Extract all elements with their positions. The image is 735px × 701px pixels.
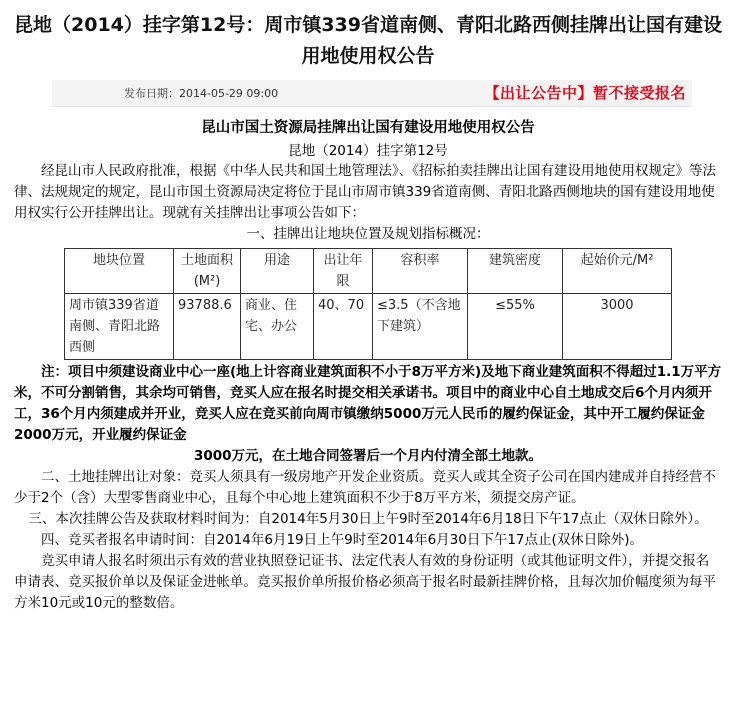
section-3: 三、本次挂牌公告及获取材料时间为：自2014年5月30日上午9时至2014年6月18日下午17点止（双休日除外）。	[28, 511, 708, 527]
section-1-heading: 一、挂牌出让地块位置及规划指标概况：	[246, 226, 490, 242]
cell-start-price: 3000	[563, 294, 672, 360]
note-main: 注：项目中须建设商业中心一座(地上计容商业建筑面积不小于8万平方米)及地下商业建筑面积不得超过1.1万平方米，不可分割销售，其余均可销售，竞买人应在报名时提交相关承诺书。项目中的商业中心自土地成交后6个月内须开工，36个月内须建成并开业，竞买人应在竞买前向周市镇缴纳5000万元人民币的履约保证金，其中开工履约保证金2000万元，开业履约保证金	[14, 364, 722, 443]
cell-area: 93788.6	[174, 294, 241, 360]
cell-far: ≤3.5（不含地下建筑）	[373, 294, 468, 360]
cell-density: ≤55%	[468, 294, 563, 360]
cell-use: 商业、住宅、办公	[241, 294, 314, 360]
section-2: 二、土地挂牌出让对象：竞买人须具有一级房地产开发企业资质。竞买人或其全资子公司在国内建成并自持经营不少于2个（含）大型零售商业中心，且每个中心地上建筑面积不少于8万平方米，须提交房产证。	[14, 469, 716, 506]
bold-note	[14, 362, 722, 467]
header-term: 出让年限	[314, 249, 373, 294]
page-title: 昆地（2014）挂字第12号：周市镇339省道南侧、青阳北路西侧挂牌出让国有建设用地使用权公告	[14, 14, 722, 67]
cell-location: 周市镇339省道南侧、青阳北路西侧	[65, 294, 174, 360]
header-density: 建筑密度	[468, 249, 563, 294]
cell-term: 40、70	[314, 294, 373, 360]
table-header-row	[65, 249, 672, 294]
section-4: 四、竞买者报名申请时间：自2014年6月19日上午9时至2014年6月30日下午17点止(双休日除外)。	[41, 532, 644, 548]
parcel-table	[64, 248, 672, 360]
header-area: 土地面积(M²)	[174, 249, 241, 294]
table-row	[65, 294, 672, 360]
header-far: 容积率	[373, 249, 468, 294]
notice-title: 昆山市国土资源局挂牌出让国有建设用地使用权公告	[201, 120, 535, 136]
header-location: 地块位置	[65, 249, 174, 294]
meta-bar	[52, 80, 692, 107]
header-use: 用途	[241, 249, 314, 294]
notice-number: 昆地（2014）挂字第12号	[288, 143, 448, 159]
note-end: 3000万元，在土地合同签署后一个月内付清全部土地款。	[193, 448, 543, 464]
intro-paragraph: 经昆山市人民政府批准，根据《中华人民共和国土地管理法》、《招标拍卖挂牌出让国有建设用地使用权规定》等法律、法规规定的规定，昆山市国土资源局决定将位于昆山市周市镇339省道南侧、青阳北路西侧地块的国有建设用地使用权实行公开挂牌出让。现就有关挂牌出让事项公告如下：	[14, 163, 716, 221]
publish-date	[124, 85, 278, 101]
section-4-detail: 竞买申请人报名时须出示有效的营业执照登记证书、法定代表人有效的身份证明（或其他证明文件），并提交报名申请表、竞买报价单以及保证金进帐单。竞买报价单所报价格必须高于报名时最新挂牌价格，且每次加价幅度须为每平方米10元或10元的整数倍。	[14, 553, 716, 611]
publish-date-value: 2014-05-29 09:00	[179, 87, 279, 100]
publish-label: 发布日期：	[124, 87, 179, 100]
notice-body	[14, 118, 722, 614]
header-start-price: 起始价元/M²	[563, 249, 672, 294]
status-badge: 【出让公告中】暂不接受报名	[484, 84, 686, 102]
